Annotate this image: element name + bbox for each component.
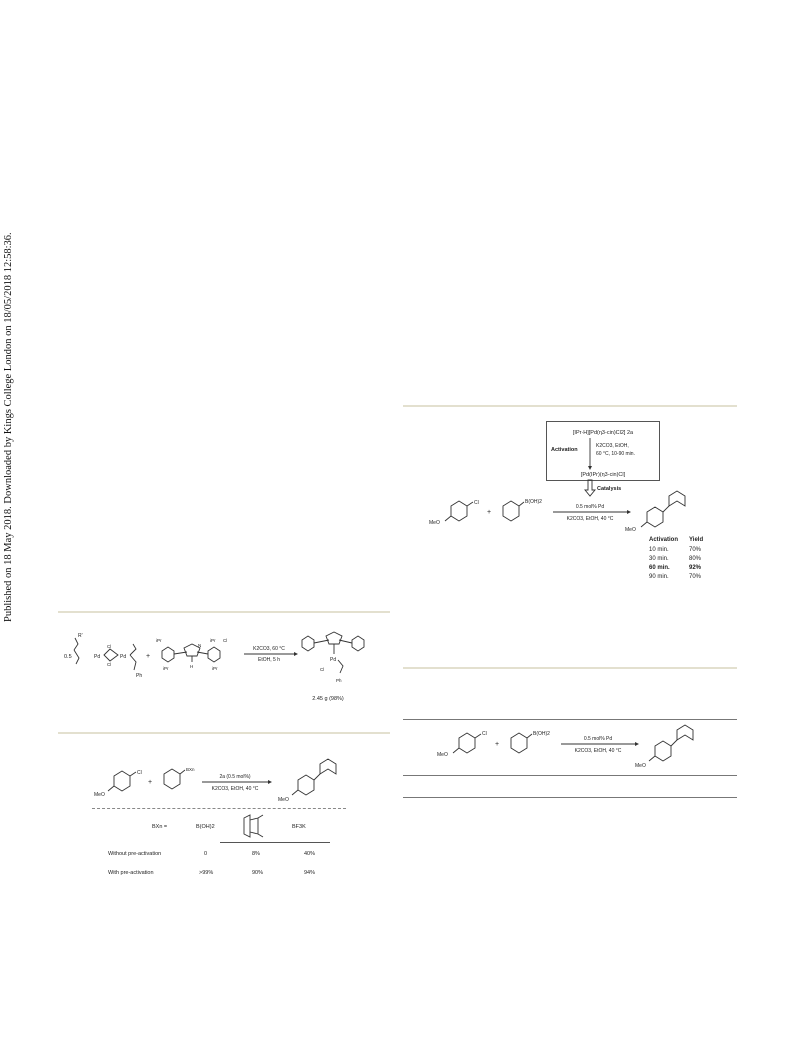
chloroanisole xyxy=(94,770,142,798)
row-value: 94% xyxy=(304,870,316,876)
result-yield: 70% xyxy=(689,547,702,553)
scheme3-plus: + xyxy=(487,509,492,516)
phenylboronic-acid xyxy=(511,731,550,753)
scheme1-plus: + xyxy=(146,653,151,660)
scheme4-cond-bottom: K2CO3, EtOH, 40 °C xyxy=(574,748,622,754)
salt-ipr-3: iPr xyxy=(210,638,216,643)
col-bpin xyxy=(238,812,266,842)
scheme2-top-rule xyxy=(58,732,390,734)
scheme2-bxn: BXn xyxy=(186,767,195,772)
salt-h: H xyxy=(190,664,194,669)
table-bottom-line xyxy=(403,775,737,776)
bxn-header-label: BXn = xyxy=(152,824,168,830)
chloroanisole xyxy=(429,500,479,526)
product-pd: Pd xyxy=(330,657,337,663)
table-end-line xyxy=(403,797,737,798)
biaryl-product xyxy=(625,491,685,533)
product-cl: Cl xyxy=(320,667,325,672)
ipr-hcl-salt xyxy=(156,638,227,671)
list-item xyxy=(649,547,702,553)
scheme3-meo: MeO xyxy=(429,520,440,526)
dimer-pd-right: Pd xyxy=(120,654,127,660)
scheme3-reaction xyxy=(403,420,737,590)
col-boronic-acid: B(OH)2 xyxy=(196,824,215,830)
table-top-line xyxy=(403,719,737,720)
row-value: 40% xyxy=(304,851,316,857)
scheme3-product-meo: MeO xyxy=(625,527,636,533)
dimer-ph-label: Ph xyxy=(136,673,143,679)
scheme3-cond-bottom: K2CO3, EtOH, 40 °C xyxy=(566,516,614,522)
activation-box-title: [IPr·H][Pd(η3-cin)Cl2] 2a xyxy=(572,430,634,436)
download-margin-note: Published on 18 May 2018. Downloaded by Kings College London on 18/05/2018 12:58:36. xyxy=(3,232,14,622)
scheme2-dashed-divider xyxy=(92,808,346,809)
dimer-pd-left: Pd xyxy=(94,654,101,660)
product-ph: Ph xyxy=(336,678,342,683)
col-bf3k: BF3K xyxy=(292,824,306,830)
results-col-yield: Yield xyxy=(689,537,704,543)
scheme1-coefficient: 0.5 xyxy=(64,654,72,660)
activation-cond-2: 60 °C, 10-90 min. xyxy=(596,451,635,457)
result-time: 30 min. xyxy=(649,556,669,562)
phenylboronic-acid xyxy=(503,499,542,521)
list-item xyxy=(649,574,702,580)
dimer-r-label: R' xyxy=(78,633,83,639)
result-yield: 92% xyxy=(689,565,702,571)
scheme4-meo: MeO xyxy=(437,752,448,758)
scheme2-plus: + xyxy=(148,779,153,786)
scheme4-plus: + xyxy=(495,741,500,748)
activation-cond-1: K2CO3, EtOH, xyxy=(596,443,629,449)
results-col-activation: Activation xyxy=(649,537,679,543)
scheme4-boronic: B(OH)2 xyxy=(533,731,550,737)
scheme2-cond-top: 2a (0.5 mol%) xyxy=(219,774,251,780)
scheme3-boronic: B(OH)2 xyxy=(525,499,542,505)
scheme2-table-header xyxy=(92,824,346,836)
dimer-cl-bottom: Cl xyxy=(107,662,112,667)
biaryl-product xyxy=(278,759,336,803)
scheme3-top-rule xyxy=(403,405,737,407)
salt-ipr-4: iPr xyxy=(212,666,218,671)
scheme4-cl: Cl xyxy=(482,731,487,737)
scheme2-cond-bottom: K2CO3, EtOH, 40 °C xyxy=(211,786,259,792)
scheme2-reaction xyxy=(90,760,360,810)
scheme2-table-header-rule xyxy=(220,842,330,843)
activation-label: Activation xyxy=(551,447,578,453)
dimer-cl-top: Cl xyxy=(107,644,112,649)
activation-box-product: [Pd(IPr)(η3-cin)Cl] xyxy=(580,472,626,478)
list-item xyxy=(649,565,702,571)
result-time: 10 min. xyxy=(649,547,669,553)
scheme1-top-rule xyxy=(58,611,390,613)
scheme1-cond-top: K2CO3, 60 °C xyxy=(253,646,285,652)
scheme4-cond-top: 0.5 mol% Pd xyxy=(583,736,613,742)
scheme1-cond-bottom: EtOH, 5 h xyxy=(258,657,280,663)
row-value: 0 xyxy=(204,851,208,857)
scheme4-product-meo: MeO xyxy=(635,763,646,769)
result-yield: 70% xyxy=(689,574,702,580)
scheme2-product-meo: MeO xyxy=(278,797,289,803)
result-time: 90 min. xyxy=(649,574,669,580)
salt-n: N xyxy=(198,643,202,648)
chloroanisole xyxy=(437,731,487,758)
pd-ipr-cin-complex xyxy=(302,632,364,683)
scheme3-cl: Cl xyxy=(474,500,479,506)
results-header xyxy=(649,537,704,543)
result-time: 60 min. xyxy=(649,565,670,571)
result-yield: 80% xyxy=(689,556,702,562)
salt-chloride: Cl xyxy=(223,638,228,643)
catalysis-label: Catalysis xyxy=(597,486,622,492)
row-value: >99% xyxy=(199,870,214,876)
allyl-pd-dimer xyxy=(74,633,142,679)
salt-ipr-1: iPr xyxy=(156,638,162,643)
row-label: With pre-activation xyxy=(108,870,154,876)
scheme4-top-rule xyxy=(403,667,737,669)
scheme3-cond-top: 0.5 mol% Pd xyxy=(575,504,605,510)
scheme4-reaction xyxy=(403,722,737,772)
scheme1-yield: 2.45 g (98%) xyxy=(312,696,344,702)
row-value: 8% xyxy=(252,851,260,857)
list-item xyxy=(649,556,702,562)
aryl-boron-reagent xyxy=(164,767,195,789)
scheme2-cl: Cl xyxy=(137,770,142,776)
scheme2-meo: MeO xyxy=(94,792,105,798)
scheme1-reaction xyxy=(58,620,390,705)
row-label: Without pre-activation xyxy=(108,851,162,857)
salt-ipr-2: iPr xyxy=(163,666,169,671)
biaryl-product xyxy=(635,725,693,769)
row-value: 90% xyxy=(252,870,264,876)
